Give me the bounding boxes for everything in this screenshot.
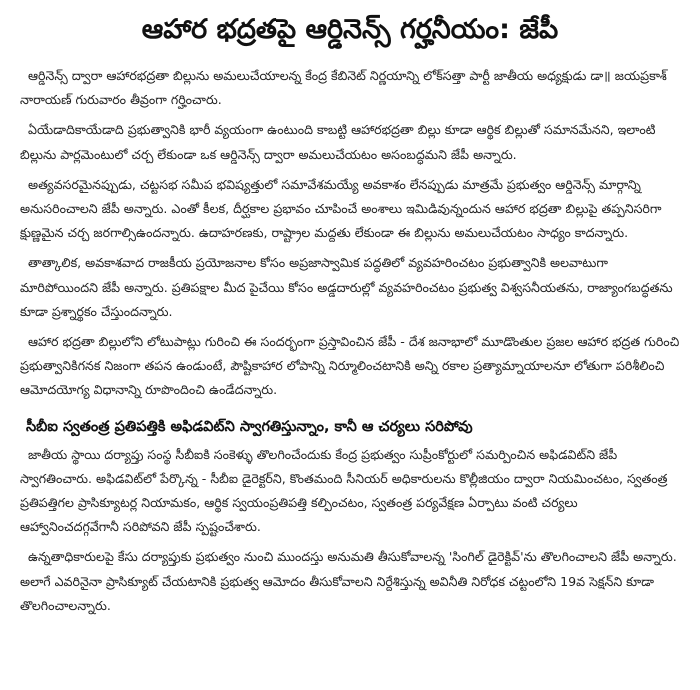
paragraph-4: తాత్కాలిక, అవకాశవాద రాజకీయ ప్రయోజనాల కోసం అప్రజాస్వామిక పద్ధతిలో వ్యవహరించటం ప్రభుత్వానికి అలవాటుగా మారిపోయిందని జేపీ అన్నారు. ప్రతిపక్షాల మీద పైచేయి కోసం అడ్డదారుల్లో వ్యవహరించటం ప్రభుత్వ విశ్వసనీయతను, రాజ్యాంగబద్ధతను కూడా ప్రశ్నార్థకం చేస్తుందన్నారు. <box>20 255 673 319</box>
paragraph-1: ఆర్డినెన్స్ ద్వారా ఆహారభద్రతా బిల్లును అమలుచేయాలన్న కేంద్ర కేబినెట్ నిర్ణయాన్ని లోక్‌సత్తా పార్టీ జాతీయ అధ్యక్షుడు డా॥ జయప్రకాశ్ నారాయణ్ గురువారం తీవ్రంగా గర్హించారు. <box>20 68 667 108</box>
paragraph-3: అత్యవసరమైనప్పుడు, చట్టసభ సమీప భవిష్యత్తులో సమావేశమయ్యే అవకాశం లేనప్పుడు మాత్రమే ప్రభుత్వం ఆర్డినెన్స్ మార్గాన్ని అనుసరించాలని జేపీ అన్నారు. ఎంతో కీలక, దీర్ఘకాల ప్రభావం చూపించే అంశాలు ఇమిడివున్నందున ఆహార భద్రతా బిల్లుపై తప్పనిసరిగా క్షుణ్ణమైన చర్చ జరగాల్సిఉందన్నారు. ఉదాహరణకు, రాష్ట్రాల మద్దతు లేకుండా ఈ బిల్లును అమలుచేయటం సాధ్యం కాదన్నారు. <box>20 176 662 241</box>
paragraph-5: ఆహార భద్రతా బిల్లులోని లోటుపాట్లు గురించి ఈ సందర్భంగా ప్రస్తావించిన జేపీ - దేశ జనాభాలో మూడొంతుల ప్రజల ఆహార భద్రత గురించి ప్రభుత్వానికిగనక నిజంగా తపన ఉండుంటే, పౌష్టికాహార లోపాన్ని నిర్మూలించటానికి అన్ని రకాల ప్రత్యామ్నాయాలనూ లోతుగా పరిశీలించి ఆమోదయోగ్య విధానాన్ని రూపొందించి ఉండేదన్నారు. <box>20 334 680 398</box>
article-headline: ఆహార భద్రతపై ఆర్డినెన్స్ గర్హనీయం: జేపీ <box>141 14 559 45</box>
paragraph-2: ఏయేడాదికాయేడాది ప్రభుత్వానికి భారీ వ్యయంగా ఉంటుంది కాబట్టి ఆహారభద్రతా బిల్లు కూడా ఆర్థిక బిల్లుతో సమానమేనని, ఇలాంటి బిల్లును పార్లమెంటులో చర్చ లేకుండా ఒక ఆర్డినెన్స్ ద్వారా అమలుచేయటం అసంబద్ధమని జేపీ అన్నారు. <box>20 122 656 162</box>
section-subheading: సీబీఐ స్వతంత్ర ప్రతిపత్తికి అఫిడవిట్‌ని స్వాగతిస్తున్నాం, కానీ ఆ చర్యలు సరిపోవు <box>26 418 473 435</box>
paragraph-6: జాతీయ స్థాయి దర్యాప్తు సంస్థ సీబీఐకి సంకెళ్ళు తొలగించేందుకు కేంద్ర ప్రభుత్వం సుప్రీంకోర్టులో సమర్పించిన అఫిడవిట్‌ని జేపీ స్వాగతించారు. అఫిడవిట్‌లో పేర్కొన్న - సీబీఐ డైరెక్టర్‌ని, కొంతమంది సీనియర్ అధికారులను కొల్లీజియం ద్వారా నియమించటం, స్వతంత్ర ప్రతిపత్తిగల ప్రాసిక్యూటర్ల నియామకం, ఆర్థిక స్వయంప్రతిపత్తి కల్పించటం, స్వతంత్ర పర్యవేక్షణ ఏర్పాటు వంటి చర్యలు ఆహ్వానించదగ్గవేగానీ సరిపోవని జేపీ స్పష్టంచేశారు. <box>20 446 668 535</box>
paragraph-7: ఉన్నతాధికారులపై కేసు దర్యాప్తుకు ప్రభుత్వం నుంచి ముందస్తు అనుమతి తీసుకోవాలన్న 'సింగిల్ డైరెక్టివ్'ను తొలగించాలని జేపీ అన్నారు. అలాగే ఎవరినైనా ప్రాసిక్యూట్ చేయటానికి ప్రభుత్వ ఆమోదం తీసుకోవాలని నిర్దేశిస్తున్న అవినీతి నిరోధక చట్టంలోని 19వ సెక్షన్‌ని కూడా తొలగించాలన్నారు. <box>20 549 677 613</box>
